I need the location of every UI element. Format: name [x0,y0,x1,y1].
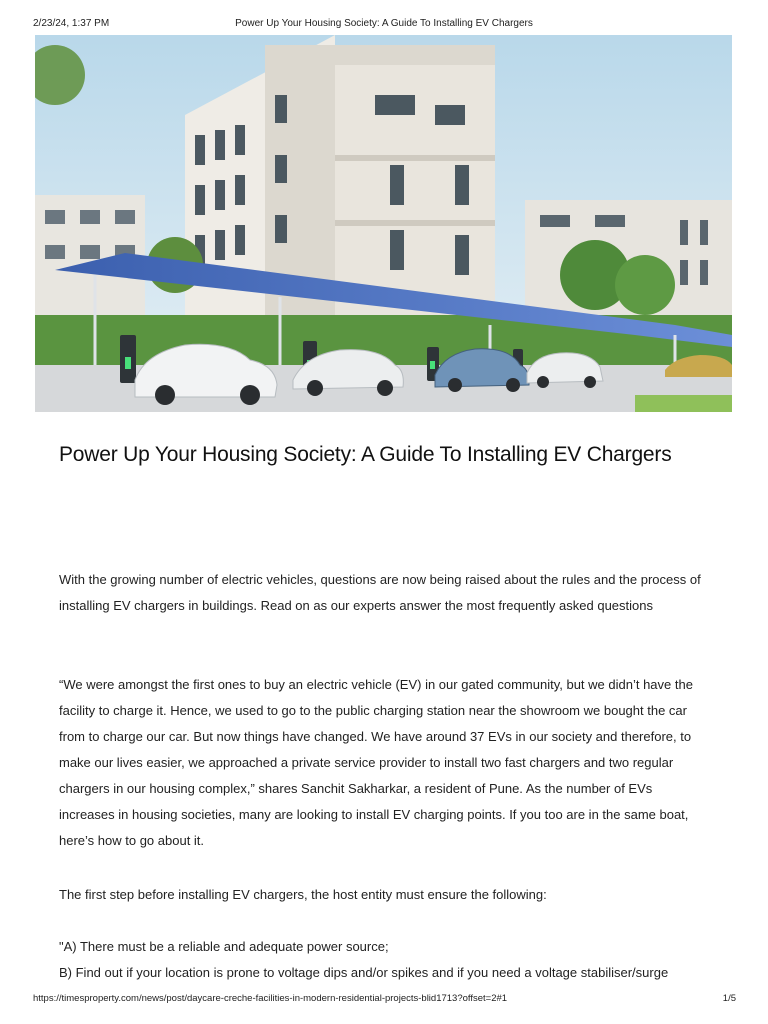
page-number: 1/5 [722,993,736,1004]
print-doc-title: Power Up Your Housing Society: A Guide To Installing EV Chargers [235,18,533,29]
hero-illustration [35,35,732,412]
print-header [0,0,768,34]
intro-paragraph: With the growing number of electric vehicles, questions are now being raised about the rules and the process of installing EV chargers in buildings. Read on as our experts answer the most frequently asked questions [59,572,701,613]
list-item-a: "A) There must be a reliable and adequate power source; [59,939,389,954]
quote-paragraph: “We were amongst the first ones to buy an electric vehicle (EV) in our gated community, but we didn’t have the facility to charge it. Hence, we used to go to the public charging station near the showroom we bought the car from to charge our car. But now things have changed. We have around 37 EVs in our society and therefore, to make our lives easier, we approached a private service provider to install two fast chargers and two regular chargers in our housing complex,” shares Sanchit Sakharkar, a resident of Pune. As the number of EVs increases in housing societies, many are looking to install EV charging points. If you too are in the same boat, here’s how to go about it. [59,677,693,848]
article-title: Power Up Your Housing Society: A Guide To Installing EV Chargers [59,443,672,466]
list-item-b: B) Find out if your location is prone to voltage dips and/or spikes and if you need a voltage stabiliser/surge [59,965,669,980]
print-footer [0,993,768,1013]
page-url-link[interactable]: https://timesproperty.com/news/post/daycare-creche-facilities-in-modern-residential-projects-blid1713?offset=2#1 [33,993,508,1004]
first-step-paragraph: The first step before installing EV chargers, the host entity must ensure the following: [59,887,547,902]
print-datetime: 2/23/24, 1:37 PM [33,18,110,29]
hero-image [35,35,732,412]
